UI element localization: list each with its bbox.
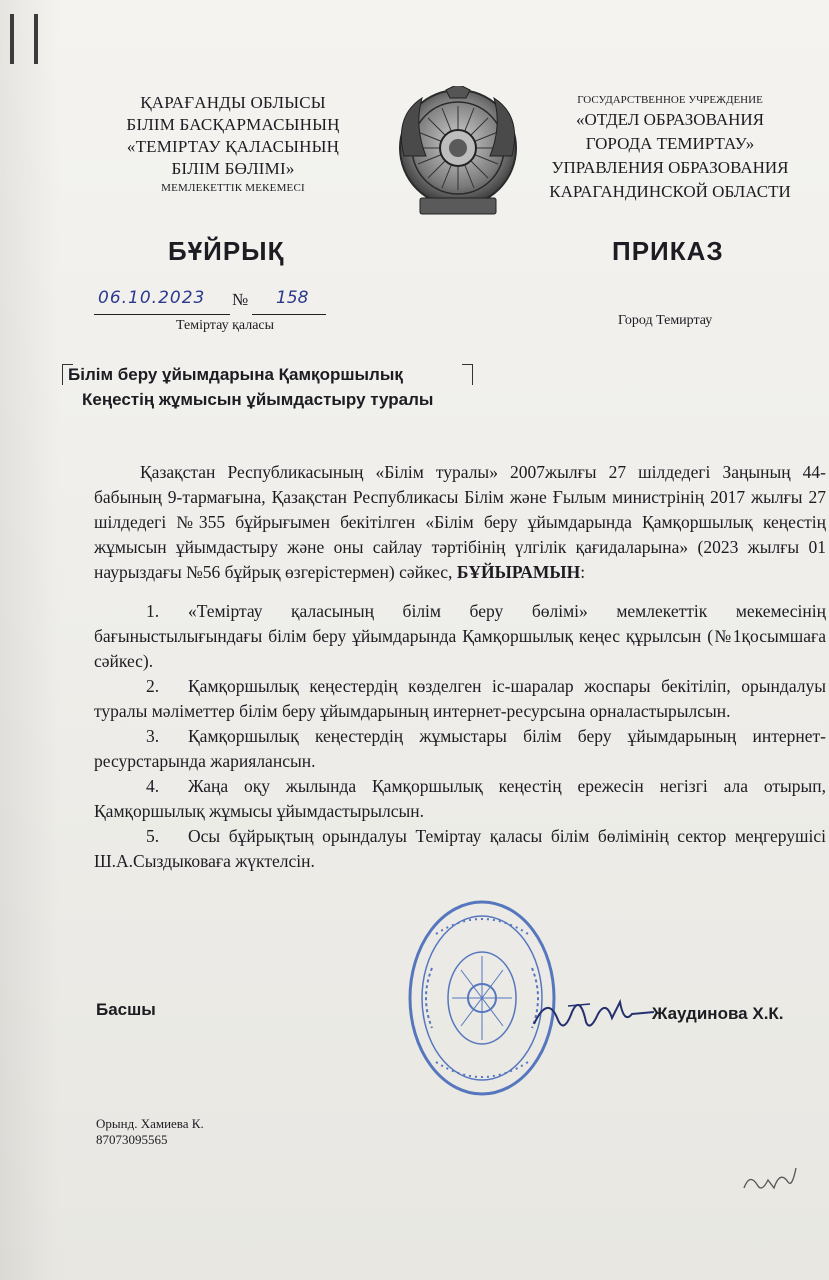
city-kz: Теміртау қаласы	[176, 318, 275, 333]
executor-name: Орынд. Хамиева К.	[96, 1116, 204, 1131]
subject-line: Кеңестің жұмысын ұйымдастыру туралы	[82, 390, 434, 409]
header-kz-line: «ТЕМІРТАУ ҚАЛАСЫНЫҢ	[126, 137, 340, 156]
item-number: 1.	[146, 601, 160, 621]
binder-mark	[10, 14, 14, 64]
header-kz-line: ҚАРАҒАНДЫ ОБЛЫСЫ	[140, 93, 326, 112]
order-subject	[58, 362, 474, 412]
order-date-number	[94, 288, 326, 318]
header-ru-line: «ОТДЕЛ ОБРАЗОВАНИЯ	[575, 110, 765, 129]
executor-phone: 87073095565	[96, 1132, 168, 1147]
header-kz-small: МЕМЛЕКЕТТІК МЕКЕМЕСІ	[161, 182, 305, 194]
header-kz	[88, 92, 378, 196]
handwritten-mark-icon	[740, 1158, 800, 1198]
header-ru	[520, 92, 820, 204]
header-ru-line: ГОРОДА ТЕМИРТАУ»	[585, 134, 755, 153]
intro-text: Қазақстан Республикасының «Білім туралы» 2007жылғы 27 шілдедегі Заңының 44-бабының 9-тармағына, Қазақстан Республикасы Білім және Ғылым министрінің 2017 жылғы 27 шілдедегі №355 бұйрығымен бекітілген «Білім беру ұйымдарында Қамқоршылық кеңестің жұмысын ұйымдастыру және оны сайлау тәртібінің үлгілік қағидаларына» (2023 жылғы 01 наурыздағы №56 бұйрық өзгерістермен) сәйкес,	[94, 462, 826, 582]
number-underline	[252, 314, 326, 315]
doc-title-kz: БҰЙРЫҚ	[168, 236, 285, 266]
item-text: «Теміртау қаласының білім беру бөлімі» мемлекеттік мекемесінің бағыныстылығындағы білім беру ұйымдарында Қамқоршылық кеңес құрылсын (№1қосымшаға сәйкес).	[94, 601, 826, 671]
doc-title-ru: ПРИКАЗ	[612, 236, 724, 266]
binder-mark	[34, 14, 38, 64]
item-text: Осы бұйрықтың орындалуы Теміртау қаласы білім бөлімінің сектор меңгерушісі Ш.А.Сыздыковаға жүктелсін.	[94, 826, 826, 871]
order-item	[94, 724, 826, 774]
city-ru: Город Темиртау	[618, 313, 713, 328]
page-shadow	[0, 0, 60, 1280]
item-number: 5.	[146, 826, 160, 846]
item-text: Қамқоршылық кеңестердің жұмыстары білім беру ұйымдарының интернет-ресурстарында жариялансын.	[94, 726, 826, 771]
date-underline	[94, 314, 230, 315]
signatory-title: Басшы	[96, 1000, 156, 1019]
order-item	[94, 774, 826, 824]
order-number-label: №	[232, 290, 249, 309]
order-number: 158	[276, 288, 309, 308]
item-text: Қамқоршылық кеңестердің көзделген іс-шаралар жоспары бекітіліп, орындалуы туралы мәліметтер білім беру ұйымдарының интернет-ресурсына орналастырылсын.	[94, 676, 826, 721]
header-ru-line: КАРАГАНДИНСКОЙ ОБЛАСТИ	[549, 182, 791, 201]
header-ru-line: УПРАВЛЕНИЯ ОБРАЗОВАНИЯ	[551, 158, 789, 177]
header-kz-line: БІЛІМ БАСҚАРМАСЫНЫҢ	[126, 115, 340, 134]
item-number: 3.	[146, 726, 160, 746]
order-item	[94, 824, 826, 874]
subject-line: Білім беру ұйымдарына Қамқоршылық	[68, 365, 403, 384]
order-date: 06.10.2023	[98, 288, 206, 308]
state-emblem-icon	[386, 86, 530, 222]
order-body	[94, 460, 826, 874]
decree-word: БҰЙЫРАМЫН	[456, 562, 581, 582]
header-kz-line: БІЛІМ БӨЛІМІ»	[171, 159, 295, 178]
item-number: 2.	[146, 676, 160, 696]
decree-colon: :	[580, 562, 586, 582]
order-item	[94, 674, 826, 724]
item-number: 4.	[146, 776, 160, 796]
signatory-name: Жаудинова Х.К.	[652, 1004, 784, 1023]
signature-icon	[528, 984, 658, 1044]
intro-paragraph	[94, 460, 826, 585]
header-ru-small: ГОСУДАРСТВЕННОЕ УЧРЕЖДЕНИЕ	[577, 94, 763, 106]
item-text: Жаңа оқу жылында Қамқоршылық кеңестің ережесін негізгі ала отырып, Қамқоршылық жұмысы ұйымдастырылсын.	[94, 776, 826, 821]
order-item	[94, 599, 826, 674]
executor-info	[96, 1116, 204, 1148]
